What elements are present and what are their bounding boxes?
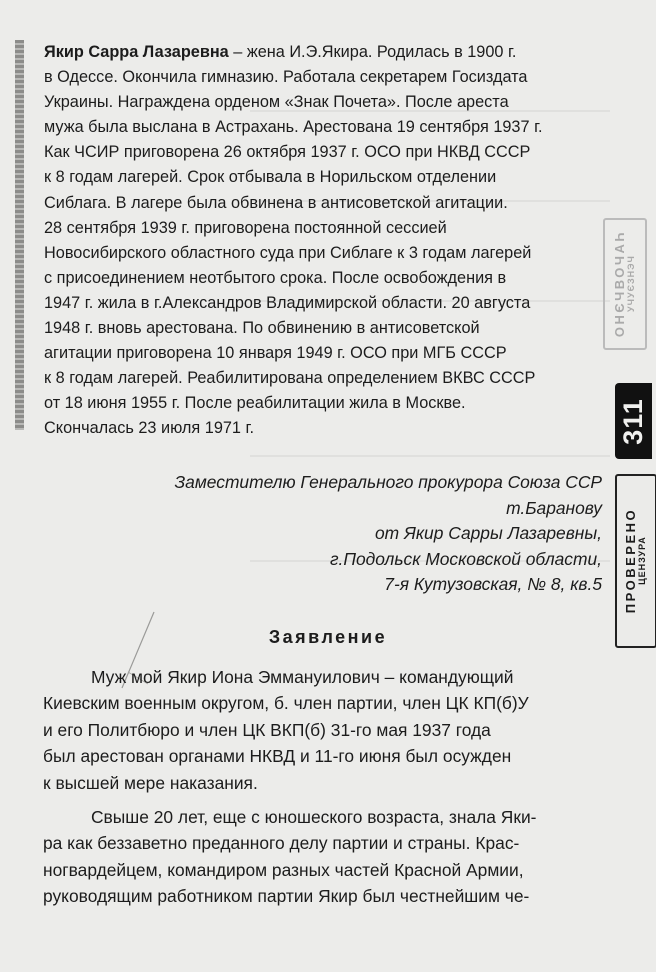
addressee-line: от Якир Сарры Лазаревны, (374, 523, 602, 544)
body-line: Киевским военным округом, б. член партии, член ЦК КП(б)У (43, 693, 529, 714)
body-line: руководящим работником партии Якир был честнейшим че- (43, 886, 530, 907)
bio-line: Как ЧСИР приговорена 26 октября 1937 г. ОСО при НКВД СССР (44, 143, 531, 162)
body-line: и его Политбюро и член ЦК ВКП(б) 31-го мая 1937 года (43, 719, 491, 740)
biography-note (44, 40, 600, 442)
bio-line: 1948 г. вновь арестована. По обвинению в антисоветской (44, 319, 480, 338)
bio-line: Украины. Награждена орденом «Знак Почета». После ареста (44, 93, 509, 112)
bio-name: Якир Сарра Лазаревна (44, 43, 229, 61)
statement-body (43, 664, 609, 910)
faded-stamp (603, 218, 647, 350)
bleed-through-line (250, 455, 610, 457)
bio-line: Сиблага. В лагере была обвинена в антисоветской агитации. (44, 193, 508, 212)
page-number-tab (615, 383, 652, 459)
body-line: был арестован органами НКВД и 11-го июня был осужден (43, 746, 512, 767)
body-line: к высшей мере наказания. (43, 772, 258, 793)
bio-line: в Одессе. Окончила гимназию. Работала секретарем Госиздата (44, 68, 528, 87)
body-line: Свыше 20 лет, еще с юношеского возраста, знала Яки- (91, 807, 537, 828)
addressee-line: г.Подольск Московской области, (329, 548, 602, 569)
bio-line: от 18 июня 1955 г. После реабилитации жила в Москве. (44, 394, 466, 413)
body-line: ногвардейцем, командиром разных частей Красной Армии, (43, 859, 524, 880)
censor-stamp-small: ЦЕНЗУРА (637, 536, 648, 586)
addressee-line: т.Баранову (506, 497, 602, 518)
bio-line: Скончалась 23 июля 1971 г. (44, 419, 254, 438)
bio-line: с присоединением неотбытого срока. После освобождения в (44, 268, 507, 287)
letter-addressee (175, 470, 603, 598)
page-number: 311 (618, 397, 648, 445)
bio-line (44, 40, 600, 65)
faded-stamp-small: УЧУЄЗНЭЧ (626, 255, 637, 313)
bio-line-rest: – жена И.Э.Якира. Родилась в 1900 г. (228, 43, 517, 61)
faded-stamp-big: ОНЄЧВОЧАҺ (612, 230, 628, 338)
bio-line: 28 сентября 1939 г. приговорена постоянной сессией (44, 218, 447, 237)
margin-bar (15, 40, 24, 430)
censor-stamp-text (624, 508, 647, 613)
body-line: Муж мой Якир Иона Эммануилович – командующий (91, 667, 514, 687)
bio-line: 1947 г. жила в г.Александров Владимирской области. 20 августа (44, 293, 531, 312)
body-line: ра как беззаветно преданного делу партии и страны. Крас- (43, 833, 520, 854)
bio-line: Новосибирского областного суда при Сиблаге к 3 годам лагерей (44, 243, 532, 262)
faded-stamp-text (613, 230, 636, 337)
bio-line: к 8 годам лагерей. Срок отбывала в Норильском отделении (44, 168, 497, 187)
bio-line: к 8 годам лагерей. Реабилитирована определением ВКВС СССР (44, 369, 536, 388)
bio-line: агитации приговорена 10 января 1949 г. ОСО при МГБ СССР (44, 344, 507, 363)
bio-line: мужа была выслана в Астрахань. Арестована 19 сентября 1937 г. (44, 118, 543, 137)
document-heading: Заявление (268, 627, 388, 647)
addressee-line: Заместителю Генерального прокурора Союза ССР (174, 472, 602, 492)
censor-stamp-big: ПРОВЕРЕНО (623, 508, 639, 614)
censor-stamp (615, 474, 656, 648)
addressee-line: 7-я Кутузовская, № 8, кв.5 (384, 574, 602, 595)
